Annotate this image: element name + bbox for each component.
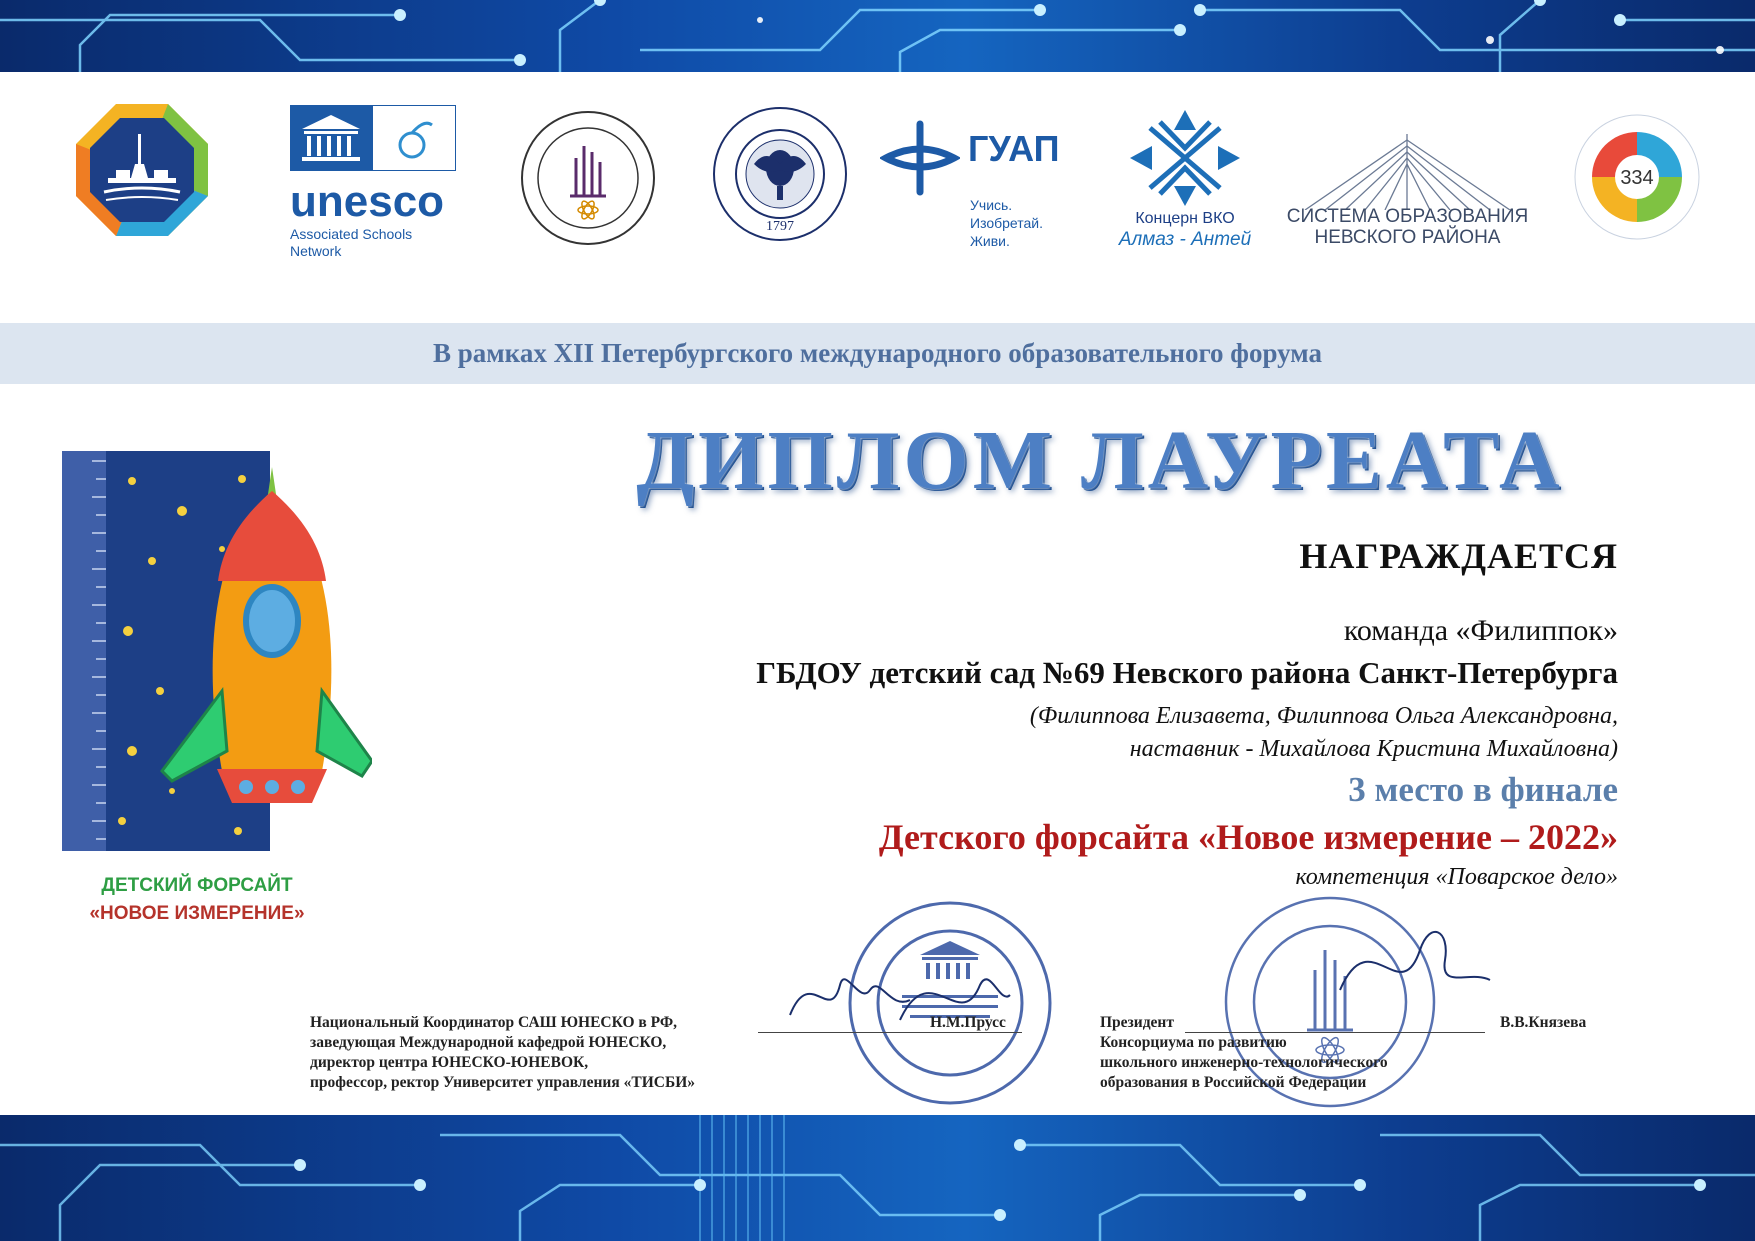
nevsky-education-logo — [1285, 134, 1530, 264]
team-members-line-1: (Филиппова Елизавета, Филиппова Ольга Александровна, — [1029, 703, 1618, 729]
school-334-logo — [1572, 112, 1702, 242]
team-name: команда «Филиппок» — [1343, 614, 1618, 647]
awarded-label: НАГРАЖДАЕТСЯ — [1299, 536, 1618, 576]
team-members — [520, 700, 1618, 766]
herzen-year: 1797 — [766, 219, 794, 234]
forsite-label-line-1: ДЕТСКИЙ ФОРСАЙТ — [101, 875, 293, 896]
signature-left-name: Н.М.Прусс — [930, 1014, 1006, 1031]
competence-text: компетенция «Поварское дело» — [1295, 864, 1618, 890]
forum-banner: В рамках XII Петербургского международного образовательного форума — [0, 323, 1755, 384]
signature-right-line — [1185, 1032, 1485, 1033]
guap-name: ГУАП — [968, 128, 1060, 169]
circuit-band-top — [0, 0, 1755, 72]
signature-right-block — [1100, 1013, 1388, 1093]
nevsky-line-1: СИСТЕМА ОБРАЗОВАНИЯ — [1286, 206, 1529, 227]
unesco-subtitle-2: Network — [290, 243, 342, 259]
forsite-label-line-2: «НОВОЕ ИЗМЕРЕНИЕ» — [89, 903, 305, 924]
circuit-pattern-top — [0, 0, 1755, 72]
partner-logos-row — [0, 72, 1755, 322]
signature-right-line-4: образования в Российской Федерации — [1100, 1074, 1367, 1091]
place-text: 3 место в финале — [1348, 770, 1618, 809]
almaz-antey-line-1: Концерн ВКО — [1135, 210, 1235, 227]
signature-right-scribble — [1330, 900, 1500, 1020]
almaz-antey-emblem — [1130, 110, 1240, 206]
signature-left-line-2: заведующая Международной кафедрой ЮНЕСКО, — [310, 1034, 667, 1051]
nevsky-bridge-emblem — [1285, 134, 1530, 210]
unesco-subtitle-1: Associated Schools — [290, 226, 413, 242]
spb-octagon-logo — [76, 104, 208, 236]
guap-slogan-2: Изобретай. — [970, 215, 1043, 231]
circuit-pattern-bottom — [0, 1115, 1755, 1241]
guap-slogan-1: Учись. — [970, 197, 1013, 213]
signature-right-name: В.В.Князева — [1500, 1014, 1587, 1031]
guap-logo — [880, 120, 1060, 260]
unesco-wordmark: unesco — [290, 177, 445, 226]
signature-left-block — [310, 1013, 695, 1093]
diploma-title: ДИПЛОМ ЛАУРЕАТА — [636, 414, 1564, 507]
signature-right-line-2: Консорциума по развитию — [1100, 1034, 1287, 1051]
event-name: Детского форсайта «Новое измерение – 2022» — [878, 817, 1618, 857]
almaz-antey-logo — [1105, 110, 1265, 260]
signature-left-line-4: профессор, ректор Университет управления «ТИСБИ» — [310, 1074, 695, 1091]
signature-left-scribble — [780, 955, 920, 1035]
school-name: ГБДОУ детский сад №69 Невского района Санкт-Петербурга — [756, 655, 1618, 690]
guap-slogan — [970, 196, 1043, 250]
school-334-number: 334 — [1620, 167, 1654, 189]
almaz-antey-line-2: Алмаз - Антей — [1118, 229, 1252, 250]
herzen-university-logo — [710, 104, 850, 244]
unesco-logo — [290, 105, 460, 265]
signature-right-line-1: Президент — [1100, 1014, 1174, 1031]
signature-left-line-1: Национальный Координатор САШ ЮНЕСКО в РФ, — [310, 1014, 678, 1031]
guap-slogan-3: Живи. — [970, 233, 1010, 249]
team-members-line-2: наставник - Михайлова Кристина Михайловна) — [1129, 736, 1618, 762]
signature-left-line-3: директор центра ЮНЕСКО-ЮНЕВОК, — [310, 1054, 589, 1071]
rocket-illustration — [62, 451, 372, 851]
unesco-emblem — [290, 105, 456, 171]
circuit-band-bottom — [0, 1115, 1755, 1241]
signature-right-line-3: школьного инженерно-технологического — [1100, 1054, 1388, 1071]
guap-emblem — [880, 120, 960, 196]
nevsky-line-2: НЕВСКОГО РАЙОНА — [1314, 227, 1501, 248]
consortium-round-logo — [518, 108, 658, 248]
